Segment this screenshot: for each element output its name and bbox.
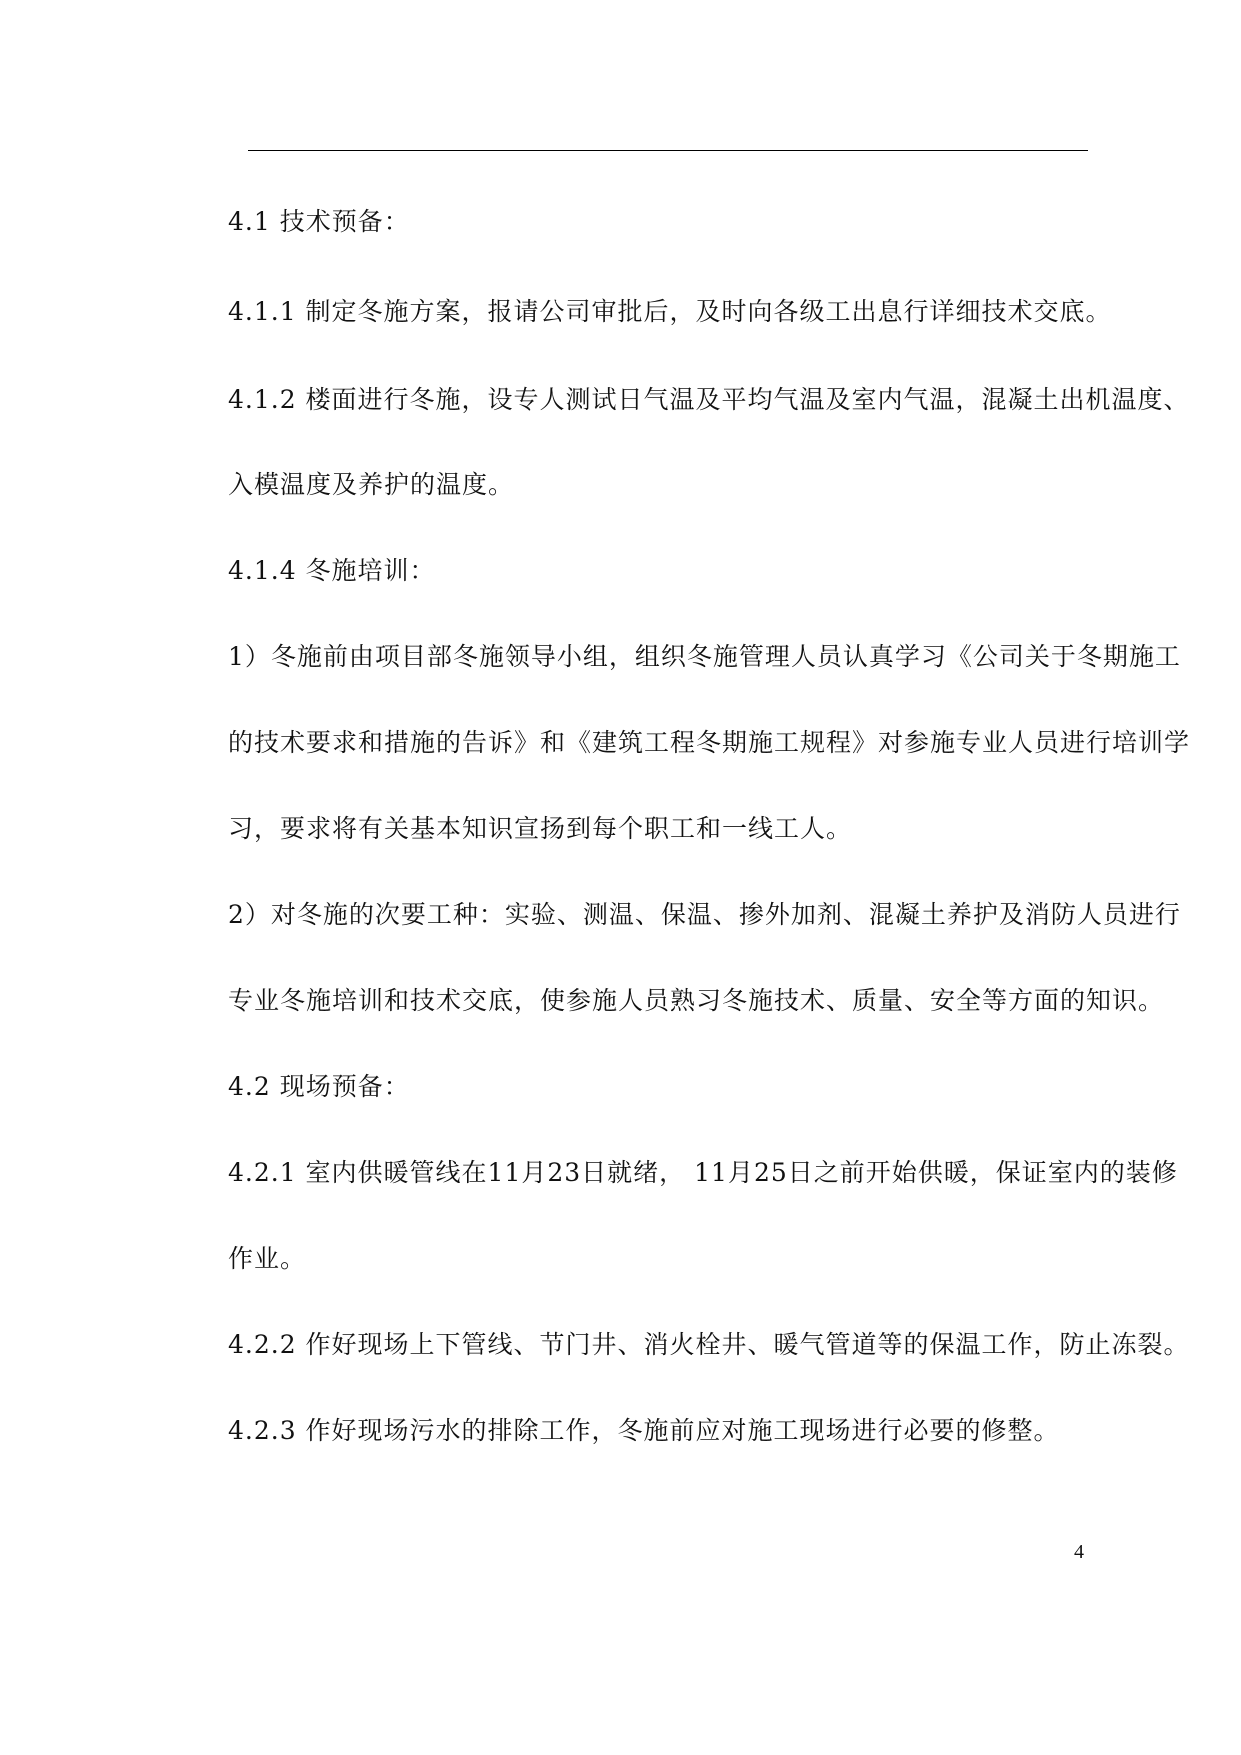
item-1-line-3: 习，要求将有关基本知识宣扬到每个职工和一线工人。 xyxy=(228,814,853,843)
paragraph-4-2-2: 4.2.2 作好现场上下管线、节门井、消火栓井、暖气管道等的保温工作，防止冻裂。 xyxy=(228,1330,1190,1359)
paragraph-4-1-2-line-2: 入模温度及养护的温度。 xyxy=(228,470,515,499)
item-1-line-2: 的技术要求和措施的告诉》和《建筑工程冬期施工规程》对参施专业人员进行培训学 xyxy=(228,728,1191,757)
paragraph-4-2-3: 4.2.3 作好现场污水的排除工作，冬施前应对施工现场进行必要的修整。 xyxy=(228,1416,1060,1445)
item-2-line-2: 专业冬施培训和技术交底，使参施人员熟习冬施技术、质量、安全等方面的知识。 xyxy=(228,986,1165,1015)
paragraph-4-1-2-line-1: 4.1.2 楼面进行冬施，设专人测试日气温及平均气温及室内气温，混凝土出机温度、 xyxy=(228,385,1190,414)
item-1-line-1: 1）冬施前由项目部冬施领导小组，组织冬施管理人员认真学习《公司关于冬期施工 xyxy=(228,642,1181,671)
section-heading-4-2: 4.2 现场预备： xyxy=(228,1072,410,1101)
paragraph-4-2-1-line-1: 4.2.1 室内供暖管线在11月23日就绪， 11月25日之前开始供暖，保证室内的装修 xyxy=(228,1158,1178,1187)
subheading-4-1-4: 4.1.4 冬施培训： xyxy=(228,556,436,585)
paragraph-4-2-1-line-2: 作业。 xyxy=(228,1244,307,1273)
item-2-line-1: 2）对冬施的次要工种：实验、测温、保温、掺外加剂、混凝土养护及消防人员进行 xyxy=(228,900,1181,929)
paragraph-4-1-1: 4.1.1 制定冬施方案，报请公司审批后，及时向各级工出息行详细技术交底。 xyxy=(228,297,1112,326)
section-heading-4-1: 4.1 技术预备： xyxy=(228,207,410,236)
header-rule xyxy=(248,150,1088,151)
page-number: 4 xyxy=(1074,1541,1084,1563)
